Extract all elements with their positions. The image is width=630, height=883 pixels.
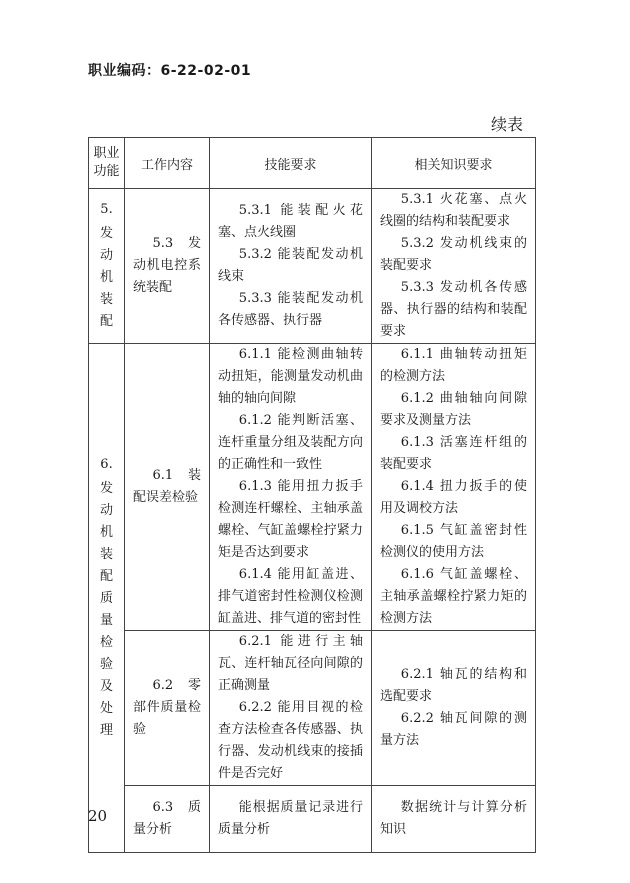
skill-cell-6-2 [210,631,372,786]
knowledge-item: 6.2.1 轴瓦的结构和选配要求 [380,667,527,704]
skill-item: 能根据质量记录进行质量分析 [218,800,363,837]
skill-item: 6.1.3 能用扭力扳手检测连杆螺栓、主轴承盖螺栓、气缸盖螺栓拧紧力矩是否达到要求 [218,479,363,560]
table-header-row [89,138,536,189]
knowledge-item: 6.1.6 气缸盖螺栓、主轴承盖螺栓拧紧力矩的检测方法 [380,567,527,626]
knowledge-cell-6-1 [372,344,536,631]
skill-item: 5.3.2 能装配发动机线束 [218,247,363,284]
skill-item: 5.3.1 能装配火花塞、点火线圈 [218,203,363,240]
table-row [89,189,536,344]
work-cell-5-3: 5.3 发动机电控系统装配 [125,189,210,344]
knowledge-item: 6.1.1 曲轴转动扭矩的检测方法 [380,347,527,384]
occupation-code: 职业编码：6-22-02-01 [88,63,252,79]
knowledge-item: 5.3.1 火花塞、点火线圈的结构和装配要求 [380,192,527,229]
continued-label: 续表 [491,115,524,134]
knowledge-item: 6.1.2 曲轴轴向间隙要求及测量方法 [380,391,527,428]
knowledge-item: 5.3.3 发动机各传感器、执行器的结构和装配要求 [380,280,527,339]
page-number: 20 [88,807,108,825]
knowledge-cell-5-3 [372,189,536,344]
knowledge-item: 数据统计与计算分析知识 [380,800,527,837]
table-row [89,631,536,786]
header-work-content: 工作内容 [125,138,210,189]
table-row [89,344,536,631]
skill-item: 6.1.1 能检测曲轴转动扭矩，能测量发动机曲轴的轴向间隙 [218,347,363,406]
knowledge-item: 6.1.4 扭力扳手的使用及调校方法 [380,479,527,516]
skill-cell-5-3 [210,189,372,344]
knowledge-item: 5.3.2 发动机线束的装配要求 [380,236,527,273]
skill-cell-6-3 [210,786,372,853]
header-knowledge: 相关知识要求 [372,138,536,189]
skill-cell-6-1 [210,344,372,631]
work-cell-6-2: 6.2 零部件质量检验 [125,631,210,786]
skill-item: 6.2.1 能进行主轴瓦、连杆轴瓦径向间隙的正确测量 [218,634,363,693]
function-cell-5: 5. 发动机装配 [89,189,125,344]
skill-item: 5.3.3 能装配发动机各传感器、执行器 [218,291,363,328]
skill-item: 6.1.4 能用缸盖进、排气道密封性检测仪检测缸盖进、排气道的密封性 [218,567,363,626]
table-row [89,786,536,853]
knowledge-item: 6.1.5 气缸盖密封性检测仪的使用方法 [380,523,527,560]
header-skill: 技能要求 [210,138,372,189]
knowledge-item: 6.2.2 轴瓦间隙的测量方法 [380,711,527,748]
skill-item: 6.1.2 能判断活塞、连杆重量分组及装配方向的正确性和一致性 [218,413,363,472]
skill-requirements-table [88,137,536,853]
knowledge-cell-6-3 [372,786,536,853]
skill-item: 6.2.2 能用目视的检查方法检查各传感器、执行器、发动机线束的接插件是否完好 [218,700,363,781]
header-function: 职业功能 [89,138,125,189]
knowledge-item: 6.1.3 活塞连杆组的装配要求 [380,435,527,472]
function-cell-6: 6. 发动机装配质量检验及处理 [89,344,125,853]
knowledge-cell-6-2 [372,631,536,786]
work-cell-6-3: 6.3 质量分析 [125,786,210,853]
work-cell-6-1: 6.1 装配误差检验 [125,344,210,631]
